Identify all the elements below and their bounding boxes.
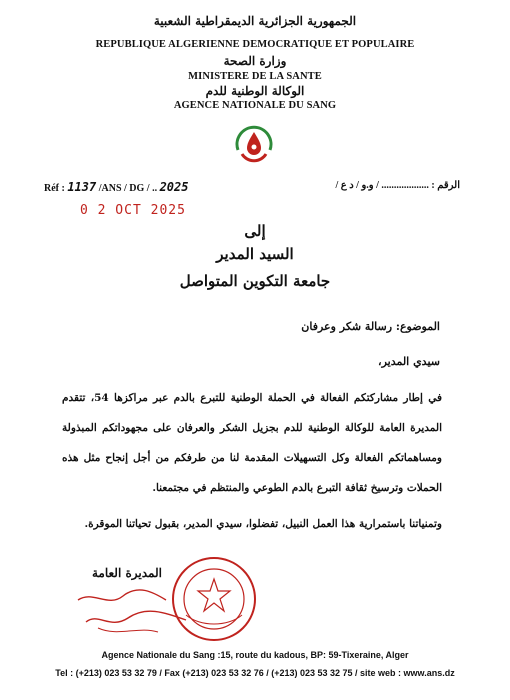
official-seal-icon: [170, 555, 258, 643]
reference-french: [44, 180, 188, 194]
closing-line: وتمنياتنا باستمرارية هذا العمل النبيل، تفضلوا، سيدي المدير، بقبول تحياتنا الموقرة.: [84, 518, 442, 530]
reference-arabic: الرقم : ................... / و.و / د ع /: [335, 180, 460, 191]
ref-label: Réf :: [44, 183, 65, 194]
republic-arabic: الجمهورية الجزائرية الديمقراطية الشعبية: [153, 14, 357, 28]
addressee-title: السيد المدير: [216, 245, 294, 263]
ref-year: 2025: [159, 180, 189, 194]
body-paragraph-line: في إطار مشاركتكم الفعالة في الحملة الوطنية للتبرع بالدم عبر مراكزها 54، تتقدم: [62, 392, 442, 404]
signature-title: المديرة العامة: [92, 566, 162, 580]
salutation: سيدي المدير،: [378, 355, 440, 368]
body-paragraph-line: ومساهماتكم الفعالة وكل التسهيلات المقدمة لنا من طرفكم من أجل إنجاح مثل هذه: [62, 452, 442, 464]
addressee-to: إلى: [244, 222, 266, 240]
agency-french: AGENCE NATIONALE DU SANG: [173, 100, 337, 111]
footer-contacts: Tel : (+213) 023 53 32 79 / Fax (+213) 023 53 32 76 / (+213) 023 53 32 75 / site web : www.ans.dz: [55, 668, 455, 678]
ref-number: 1137: [67, 180, 97, 194]
footer-address: Agence Nationale du Sang :15, route du kadous, BP: 59-Tixeraine, Alger: [101, 650, 409, 660]
date-stamp: 0 2 OCT 2025: [80, 203, 186, 218]
body-paragraph-line: الحملات وترسيخ ثقافة التبرع بالدم الطوعي والمنتظم في مجتمعنا.: [152, 482, 442, 494]
republic-french: REPUBLIQUE ALGERIENNE DEMOCRATIQUE ET POPULAIRE: [95, 39, 415, 50]
ref-suffix: /ANS / DG / ..: [98, 183, 158, 194]
addressee-organization: جامعة التكوين المتواصل: [179, 272, 331, 290]
agency-arabic: الوكالة الوطنية للدم: [205, 84, 305, 98]
subject-line: الموضوع: رسالة شكر وعرفان: [301, 320, 440, 333]
body-paragraph-line: المديرة العامة للوكالة الوطنية للدم بجزيل الشكر والعرفان على مجهوداتكم المبذولة: [62, 422, 442, 434]
agency-logo-icon: [228, 118, 280, 168]
ministry-arabic: وزارة الصحة: [223, 54, 287, 68]
ministry-french: MINISTERE DE LA SANTE: [188, 71, 322, 82]
